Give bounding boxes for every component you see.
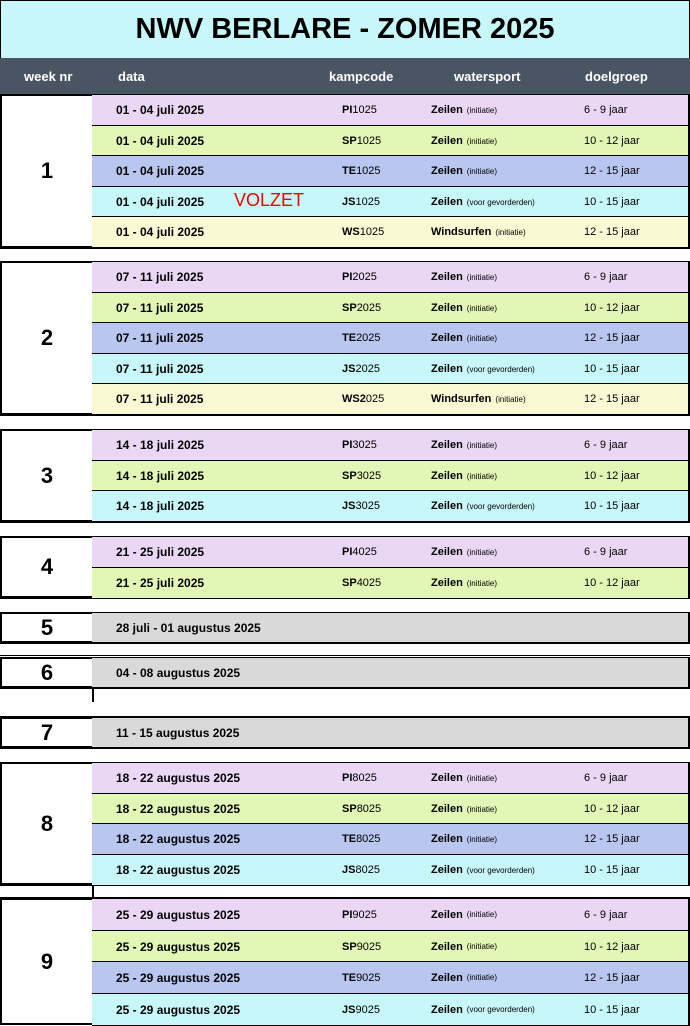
camp-code-number: 9025: [356, 940, 382, 953]
target-group-cell: 10 - 15 jaar: [584, 363, 640, 375]
camp-code-prefix: PI: [342, 772, 353, 784]
table-row: [92, 216, 690, 248]
target-group-cell: 10 - 12 jaar: [584, 803, 640, 815]
camp-code-number: 9025: [355, 1003, 380, 1016]
watersport-name: Windsurfen: [431, 226, 492, 238]
table-row: [92, 292, 690, 324]
week-number-cell: 8: [0, 762, 94, 885]
watersport-level: (initiatie): [466, 973, 498, 982]
camp-code-number: 3025: [356, 470, 382, 482]
camp-code-cell: [342, 156, 381, 186]
table-row: [92, 429, 690, 461]
watersport-cell: [431, 262, 497, 292]
camp-code-prefix: JS: [342, 864, 356, 876]
date-cell: 11 - 15 augustus 2025: [116, 725, 240, 740]
target-group-cell: 10 - 12 jaar: [584, 940, 640, 953]
camp-code-prefix: JS: [342, 1003, 356, 1016]
row-spacer: [0, 688, 690, 717]
row-spacer: [0, 415, 690, 430]
watersport-name: Zeilen: [431, 165, 463, 177]
watersport-level: (voor gevorderden): [466, 364, 535, 374]
camp-code-number: 1025: [356, 135, 382, 147]
watersport-cell: [431, 461, 497, 491]
camp-code-cell: [342, 187, 380, 217]
date-cell: 07 - 11 juli 2025: [116, 270, 204, 284]
date-cell: 07 - 11 juli 2025: [116, 362, 204, 376]
camp-code-prefix: SP: [342, 470, 357, 482]
date-cell: 18 - 22 augustus 2025: [116, 771, 241, 785]
camp-code-number: 9025: [356, 971, 381, 984]
watersport-level: (initiatie): [466, 303, 498, 313]
table-row: [92, 94, 690, 126]
camp-code-number: 8025: [355, 864, 380, 876]
watersport-cell: [431, 931, 497, 962]
camp-code-number: 2025: [355, 363, 380, 375]
header-week: week nr: [24, 69, 73, 84]
camp-code-number: 2025: [352, 271, 377, 283]
watersport-name: Zeilen: [431, 363, 463, 375]
date-cell: 04 - 08 augustus 2025: [116, 665, 241, 680]
row-spacer: [0, 598, 690, 613]
date-cell: 14 - 18 juli 2025: [116, 499, 205, 513]
target-group-cell: 10 - 15 jaar: [584, 196, 640, 208]
week-number-cell: 7: [0, 717, 94, 748]
watersport-level: (initiatie): [466, 547, 498, 557]
watersport-level: (initiatie): [466, 910, 498, 919]
camp-code-cell: [342, 931, 381, 962]
target-group-cell: 10 - 12 jaar: [584, 135, 640, 147]
watersport-cell: [431, 899, 497, 930]
week-number-cell: 4: [0, 536, 94, 598]
camp-code-prefix: JS: [342, 500, 356, 512]
week-number-cell: 3: [0, 429, 94, 522]
date-cell: 25 - 29 augustus 2025: [116, 907, 241, 922]
week-number-cell: 1: [0, 94, 94, 248]
camp-code-number: 8025: [356, 803, 382, 815]
target-group-cell: 12 - 15 jaar: [584, 165, 640, 177]
date-cell: 01 - 04 juli 2025: [116, 225, 205, 239]
watersport-cell: [431, 568, 497, 598]
row-spacer: [0, 748, 690, 763]
camp-code-number: 4025: [352, 546, 377, 558]
watersport-level: (initiatie): [466, 773, 498, 783]
camp-code-cell: [342, 491, 380, 521]
watersport-cell: [431, 156, 497, 186]
watersport-level: (initiatie): [466, 804, 498, 814]
camp-code-number: 1025: [359, 226, 385, 238]
date-cell: 21 - 25 juli 2025: [116, 545, 205, 559]
table-row: [92, 261, 690, 293]
table-row: [92, 490, 690, 522]
watersport-cell: [431, 217, 526, 247]
watersport-cell: [431, 763, 497, 793]
target-group-cell: 6 - 9 jaar: [584, 104, 628, 116]
watersport-level: (initiatie): [466, 942, 498, 951]
camp-code-cell: [342, 855, 380, 885]
camp-code-cell: [342, 537, 377, 567]
week-number-cell: 9: [0, 898, 94, 1025]
date-cell: 25 - 29 augustus 2025: [116, 970, 241, 985]
camp-code-prefix: TE: [342, 833, 357, 845]
header-group: doelgroep: [585, 69, 648, 84]
watersport-cell: [431, 824, 497, 854]
camp-code-cell: [342, 763, 377, 793]
date-cell: 01 - 04 juli 2025: [116, 134, 205, 148]
camp-code-number: 2025: [356, 302, 382, 314]
watersport-name: Zeilen: [431, 546, 463, 558]
week-number-cell: 6: [0, 657, 94, 688]
table-row: [92, 823, 690, 855]
target-group-cell: 10 - 12 jaar: [584, 302, 640, 314]
table-row: [92, 567, 690, 599]
camp-code-number: 3025: [355, 500, 380, 512]
table-row: [92, 793, 690, 825]
watersport-cell: [431, 323, 497, 353]
watersport-name: Zeilen: [431, 470, 463, 482]
camp-code-number: 1025: [355, 196, 380, 208]
watersport-cell: [431, 126, 497, 156]
watersport-cell: [431, 994, 535, 1025]
camp-code-prefix: SP: [342, 803, 357, 815]
date-cell: 14 - 18 juli 2025: [116, 469, 205, 483]
camp-code-prefix: TE: [342, 165, 357, 177]
target-group-cell: 6 - 9 jaar: [584, 772, 628, 784]
watersport-cell: [431, 95, 497, 125]
target-group-cell: 6 - 9 jaar: [584, 908, 628, 921]
header-sport: watersport: [454, 69, 521, 84]
watersport-level: (initiatie): [466, 834, 498, 844]
watersport-name: Zeilen: [431, 577, 463, 589]
date-cell: 18 - 22 augustus 2025: [116, 802, 241, 816]
target-group-cell: 10 - 15 jaar: [584, 864, 640, 876]
table-row: [92, 717, 690, 748]
table-row: [92, 353, 690, 385]
camp-code-prefix: WS: [342, 226, 360, 238]
watersport-level: (voor gevorderden): [466, 197, 535, 207]
watersport-level: (initiatie): [466, 166, 498, 176]
target-group-cell: 12 - 15 jaar: [584, 332, 640, 344]
table-row: [92, 961, 690, 994]
target-group-cell: 12 - 15 jaar: [584, 393, 640, 405]
camp-code-prefix: SP: [342, 577, 357, 589]
watersport-cell: [431, 187, 535, 217]
watersport-name: Zeilen: [431, 908, 463, 921]
target-group-cell: 6 - 9 jaar: [584, 439, 628, 451]
camp-code-prefix: SP: [342, 940, 357, 953]
target-group-cell: 10 - 12 jaar: [584, 577, 640, 589]
camp-code-cell: [342, 126, 381, 156]
camp-code-prefix: PI: [342, 439, 353, 451]
watersport-name: Zeilen: [431, 500, 463, 512]
watersport-name: Zeilen: [431, 302, 463, 314]
target-group-cell: 12 - 15 jaar: [584, 226, 640, 238]
target-group-cell: 6 - 9 jaar: [584, 546, 628, 558]
watersport-cell: [431, 962, 497, 993]
camp-code-prefix: PI: [342, 104, 353, 116]
watersport-name: Zeilen: [431, 439, 463, 451]
camp-code-prefix: JS: [342, 196, 356, 208]
watersport-level: (initiatie): [466, 272, 498, 282]
week-number-cell: 2: [0, 261, 94, 415]
watersport-level: (initiatie): [466, 136, 498, 146]
watersport-level: (initiatie): [466, 333, 498, 343]
camp-code-cell: [342, 568, 381, 598]
target-group-cell: 10 - 12 jaar: [584, 470, 640, 482]
camp-code-cell: [342, 262, 377, 292]
target-group-cell: 10 - 15 jaar: [584, 1003, 640, 1016]
table-row: [92, 155, 690, 187]
camp-code-number: 8025: [356, 833, 381, 845]
camp-code-cell: [342, 323, 381, 353]
watersport-name: Zeilen: [431, 864, 463, 876]
date-cell: 21 - 25 juli 2025: [116, 576, 205, 590]
date-cell: 25 - 29 augustus 2025: [116, 1002, 241, 1017]
watersport-level: (initiatie): [466, 578, 498, 588]
watersport-cell: [431, 430, 497, 460]
table-row: [92, 657, 690, 688]
date-cell: 07 - 11 juli 2025: [116, 331, 204, 345]
table-row: [92, 930, 690, 963]
divider: [92, 688, 94, 702]
row-spacer: [0, 522, 690, 537]
header-data: data: [118, 69, 145, 84]
camp-code-prefix: JS: [342, 363, 356, 375]
table-row: [92, 125, 690, 157]
date-cell: 14 - 18 juli 2025: [116, 438, 205, 452]
watersport-name: Zeilen: [431, 971, 463, 984]
watersport-cell: [431, 293, 497, 323]
watersport-cell: [431, 354, 535, 384]
watersport-cell: [431, 794, 497, 824]
row-spacer: [0, 643, 690, 656]
table-row: [92, 854, 690, 886]
watersport-level: (voor gevorderden): [466, 1005, 535, 1014]
watersport-level: (initiatie): [495, 394, 526, 404]
divider: [92, 885, 94, 898]
watersport-cell: [431, 491, 535, 521]
week-number-cell: 5: [0, 612, 94, 643]
watersport-level: (initiatie): [466, 440, 498, 450]
watersport-name: Zeilen: [431, 1003, 463, 1016]
table-row: [92, 322, 690, 354]
table-row: [92, 762, 690, 794]
watersport-name: Zeilen: [431, 803, 463, 815]
date-cell: 01 - 04 juli 2025: [116, 195, 205, 209]
camp-code-number: 1025: [352, 104, 377, 116]
volzet-label: VOLZET: [234, 190, 305, 210]
target-group-cell: 10 - 15 jaar: [584, 500, 640, 512]
watersport-name: Zeilen: [431, 833, 463, 845]
camp-code-prefix: PI: [342, 908, 353, 921]
camp-code-number: 1025: [356, 165, 381, 177]
camp-code-number: 4025: [356, 577, 382, 589]
watersport-level: (voor gevorderden): [466, 501, 535, 511]
table-row: [92, 993, 690, 1026]
date-cell: 07 - 11 juli 2025: [116, 301, 204, 315]
watersport-name: Zeilen: [431, 332, 463, 344]
watersport-name: Zeilen: [431, 196, 463, 208]
watersport-cell: [431, 537, 497, 567]
camp-code-cell: [342, 461, 381, 491]
page-title: NWV BERLARE - ZOMER 2025: [0, 0, 690, 59]
target-group-cell: 12 - 15 jaar: [584, 833, 640, 845]
camp-code-cell: [342, 994, 380, 1025]
camp-code-cell: [342, 95, 377, 125]
date-cell: 18 - 22 augustus 2025: [116, 832, 241, 846]
camp-code-cell: [342, 430, 377, 460]
date-cell: 28 juli - 01 augustus 2025: [116, 620, 261, 635]
camp-code-cell: [342, 962, 381, 993]
watersport-name: Zeilen: [431, 135, 463, 147]
camp-code-cell: [342, 899, 377, 930]
camp-code-cell: [342, 293, 381, 323]
date-cell: 07 - 11 juli 2025: [116, 392, 204, 406]
header-code: kampcode: [329, 69, 394, 84]
camp-code-prefix: PI: [342, 271, 353, 283]
table-row: [92, 460, 690, 492]
watersport-name: Zeilen: [431, 104, 463, 116]
date-cell: 25 - 29 augustus 2025: [116, 939, 241, 954]
table-row: [92, 186, 690, 218]
camp-code-number: 9025: [352, 908, 377, 921]
watersport-name: Zeilen: [431, 940, 463, 953]
date-cell: 18 - 22 augustus 2025: [116, 863, 241, 877]
watersport-level: (initiatie): [466, 105, 498, 115]
watersport-level: (initiatie): [466, 471, 498, 481]
camp-code-prefix: PI: [342, 546, 353, 558]
watersport-name: Zeilen: [431, 772, 463, 784]
camp-code-prefix: TE: [342, 332, 357, 344]
camp-code-cell: [342, 217, 384, 247]
target-group-cell: 12 - 15 jaar: [584, 971, 640, 984]
watersport-name: Windsurfen: [431, 393, 492, 405]
camp-code-prefix: SP: [342, 302, 357, 314]
camp-code-cell: [342, 384, 384, 414]
camp-code-number: 2025: [356, 332, 381, 344]
watersport-cell: [431, 384, 526, 414]
table-row: [92, 612, 690, 643]
target-group-cell: 6 - 9 jaar: [584, 271, 628, 283]
camp-code-number: 8025: [352, 772, 377, 784]
camp-code-prefix: SP: [342, 135, 357, 147]
row-spacer: [0, 885, 690, 898]
camp-code-number: 3025: [352, 439, 377, 451]
date-cell: 01 - 04 juli 2025: [116, 164, 205, 178]
table-row: [92, 536, 690, 568]
watersport-level: (voor gevorderden): [466, 865, 535, 875]
watersport-name: Zeilen: [431, 271, 463, 283]
watersport-cell: [431, 855, 535, 885]
table-row: [92, 898, 690, 931]
table-row: [92, 383, 690, 415]
camp-code-prefix: TE: [342, 971, 357, 984]
watersport-level: (initiatie): [495, 227, 526, 237]
camp-code-cell: [342, 794, 381, 824]
table-header: [0, 58, 690, 94]
date-cell: 01 - 04 juli 2025: [116, 103, 205, 117]
camp-code-cell: [342, 824, 381, 854]
camp-code-number: 025: [365, 393, 385, 405]
camp-code-prefix: WS2: [342, 393, 366, 405]
camp-code-cell: [342, 354, 380, 384]
